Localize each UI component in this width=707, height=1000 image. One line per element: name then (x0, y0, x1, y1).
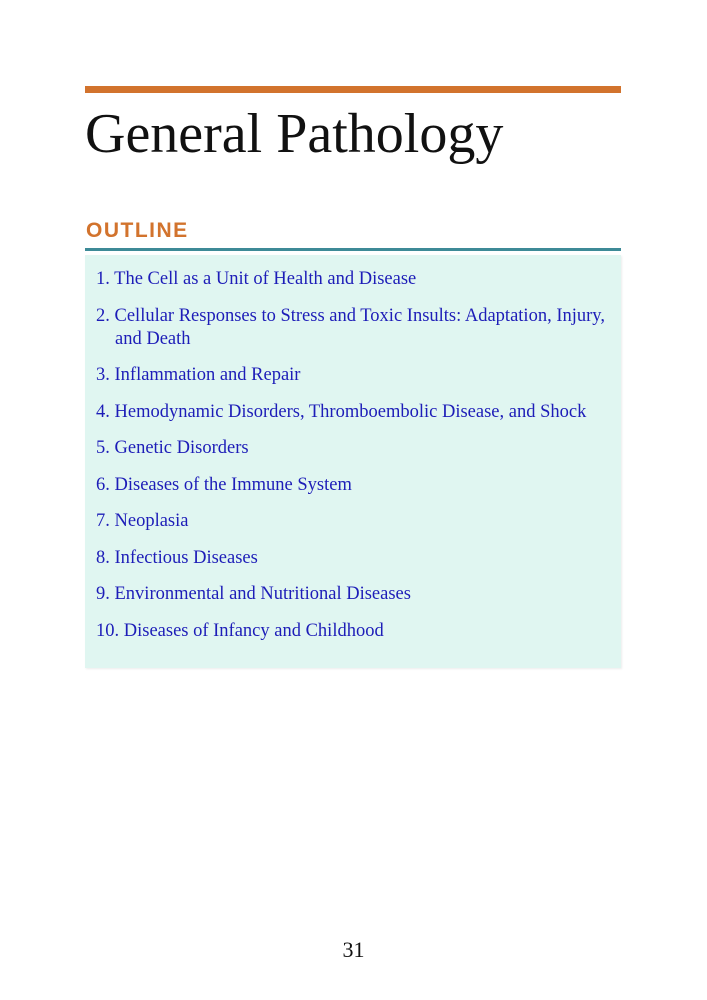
outline-link-infancy-childhood[interactable]: 10. Diseases of Infancy and Childhood (96, 620, 384, 641)
page-number: 31 (342, 937, 365, 962)
outline-link-neoplasia[interactable]: 7. Neoplasia (96, 511, 189, 531)
outline-link-inflammation-repair[interactable]: 3. Inflammation and Repair (96, 365, 301, 385)
outline-link-cellular-responses[interactable]: 2. Cellular Responses to Stress and Toxic Insults: Adaptation, Injury, and Death (96, 305, 605, 349)
top-accent-rule (85, 86, 621, 93)
outline-link-genetic-disorders[interactable]: 5. Genetic Disorders (96, 438, 249, 458)
outline-link-cell-health-disease[interactable]: 1. The Cell as a Unit of Health and Disease (96, 269, 417, 289)
outline-divider (85, 248, 621, 251)
outline-box (85, 255, 621, 668)
outline-link-infectious-diseases[interactable]: 8. Infectious Diseases (96, 547, 258, 568)
outline-link-immune-system[interactable]: 6. Diseases of the Immune System (96, 474, 352, 495)
page-title: General Pathology (85, 103, 504, 165)
outline-heading: OUTLINE (86, 219, 189, 242)
outline-list (85, 255, 621, 643)
outline-link-environmental-nutritional[interactable]: 9. Environmental and Nutritional Diseases (96, 584, 411, 604)
outline-link-hemodynamic-disorders[interactable]: 4. Hemodynamic Disorders, Thromboembolic Disease, and Shock (96, 401, 587, 422)
